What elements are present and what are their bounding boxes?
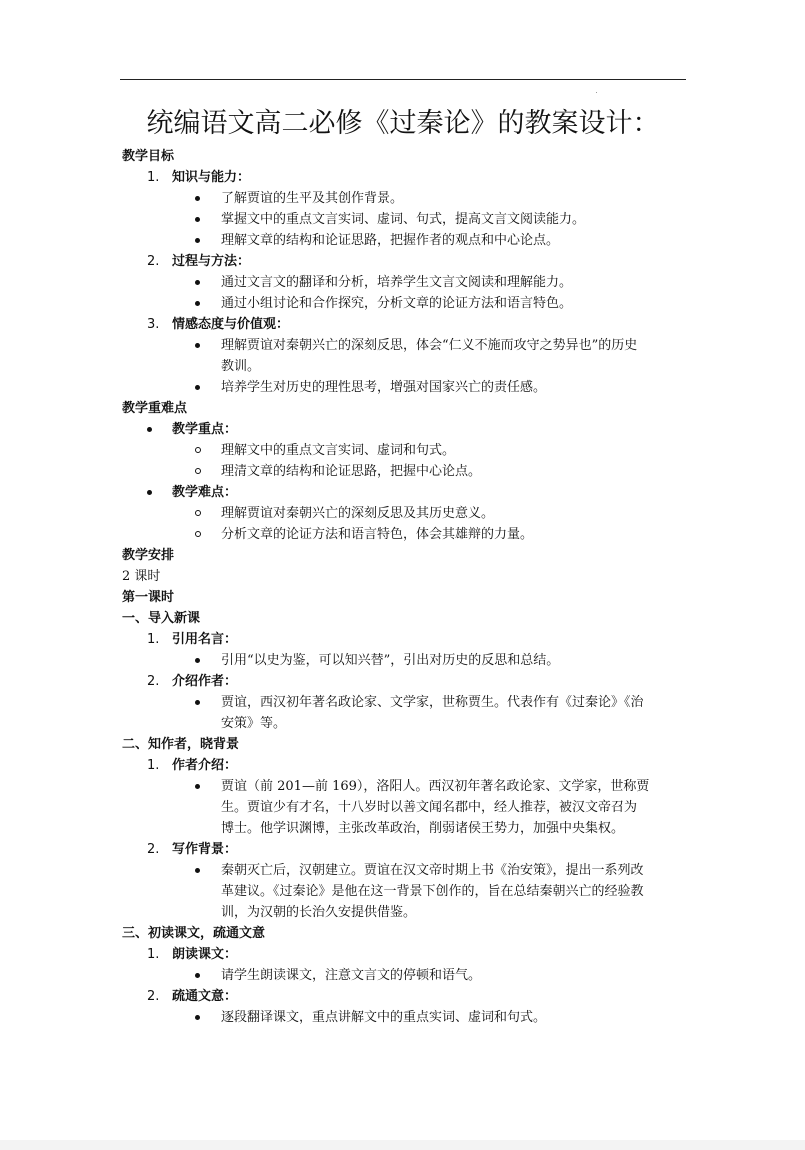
bullet-text: 教训。 xyxy=(221,359,261,374)
bullet-dot-icon xyxy=(195,1015,200,1020)
numbered-item xyxy=(0,839,805,860)
section-title: 一、导入新课 xyxy=(122,611,201,626)
item-number: 3. xyxy=(147,317,160,332)
bullet-text: 贾谊，西汉初年著名政论家、文学家，世称贾生。代表作有《过秦论》《治 xyxy=(221,695,644,710)
section-title: 三、初读课文，疏通文意 xyxy=(122,926,266,941)
numbered-item xyxy=(0,251,805,272)
bullet-continuation xyxy=(0,797,805,818)
bullet-item xyxy=(0,188,805,209)
keypoint-item xyxy=(0,461,805,482)
bullet-text: 贾谊（前 201—前 169），洛阳人。西汉初年著名政论家、文学家，世称贾 xyxy=(221,779,650,794)
numbered-item xyxy=(0,986,805,1007)
bullet-text: 理解贾谊对秦朝兴亡的深刻反思，体会“仁义不施而攻守之势异也”的历史 xyxy=(221,338,638,353)
page-bottom-edge xyxy=(0,1140,805,1150)
item-number: 2. xyxy=(147,989,160,1004)
bullet-dot-icon xyxy=(147,490,152,495)
bullet-dot-icon xyxy=(195,196,200,201)
section-title: 二、知作者，晓背景 xyxy=(122,737,240,752)
numbered-item xyxy=(0,629,805,650)
keypoint-label: 教学难点： xyxy=(172,485,238,500)
first-lesson-heading: 第一课时 xyxy=(122,590,175,605)
item-number: 2. xyxy=(147,254,160,269)
section-heading xyxy=(0,923,805,944)
bullet-item xyxy=(0,293,805,314)
section-heading xyxy=(0,545,805,566)
bullet-item xyxy=(0,776,805,797)
bullet-item xyxy=(0,860,805,881)
bullet-continuation xyxy=(0,902,805,923)
bullet-dot-icon xyxy=(195,385,200,390)
arrangement-heading: 教学安排 xyxy=(122,548,175,563)
keypoint-item xyxy=(0,440,805,461)
bullet-circle-icon xyxy=(195,468,201,474)
bullet-text: 掌握文中的重点文言实词、虚词、句式，提高文言文阅读能力。 xyxy=(221,212,586,227)
bullet-dot-icon xyxy=(195,658,200,663)
document-body xyxy=(0,146,805,1028)
item-label: 作者介绍： xyxy=(172,758,238,773)
keypoint-label: 教学重点： xyxy=(172,422,238,437)
bullet-text: 训，为汉朝的长治久安提供借鉴。 xyxy=(221,905,417,920)
bullet-dot-icon xyxy=(195,217,200,222)
section-heading xyxy=(0,398,805,419)
item-number: 1. xyxy=(147,632,160,647)
keypoint-text: 理解贾谊对秦朝兴亡的深刻反思及其历史意义。 xyxy=(221,506,495,521)
bullet-dot-icon xyxy=(195,343,200,348)
item-number: 1. xyxy=(147,947,160,962)
bullet-item xyxy=(0,650,805,671)
bullet-continuation xyxy=(0,818,805,839)
bullet-dot-icon xyxy=(195,784,200,789)
item-label: 朗读课文： xyxy=(172,947,238,962)
bullet-text: 革建议。《过秦论》是他在这一背景下创作的，旨在总结秦朝兴亡的经验教 xyxy=(221,884,644,899)
bullet-dot-icon xyxy=(195,238,200,243)
keypoints-heading: 教学重难点 xyxy=(122,401,188,416)
bullet-text: 了解贾谊的生平及其创作背景。 xyxy=(221,191,404,206)
bullet-dot-icon xyxy=(195,868,200,873)
item-label: 写作背景： xyxy=(172,842,238,857)
bullet-dot-icon xyxy=(195,280,200,285)
header-rule xyxy=(120,79,686,80)
keypoint-item xyxy=(0,524,805,545)
item-label: 知识与能力： xyxy=(172,170,251,185)
bullet-circle-icon xyxy=(195,531,201,537)
page-title: 统编语文高二必修《过秦论》的教案设计： xyxy=(146,108,660,139)
bullet-text: 博士。他学识渊博，主张改革政治，削弱诸侯王势力，加强中央集权。 xyxy=(221,821,625,836)
bullet-dot-icon xyxy=(195,700,200,705)
goals-heading: 教学目标 xyxy=(122,149,175,164)
item-label: 介绍作者： xyxy=(172,674,238,689)
bullet-dot-icon xyxy=(147,427,152,432)
bullet-text: 安策》等。 xyxy=(221,716,287,731)
keypoint-text: 理清文章的结构和论证思路，把握中心论点。 xyxy=(221,464,482,479)
bullet-text: 生。贾谊少有才名，十八岁时以善文闻名郡中，经人推荐，被汉文帝召为 xyxy=(221,800,638,815)
bullet-dot-icon xyxy=(195,301,200,306)
bullet-item xyxy=(0,1007,805,1028)
bullet-item xyxy=(0,335,805,356)
bullet-dot-icon xyxy=(195,973,200,978)
keypoint-group xyxy=(0,419,805,440)
item-label: 疏通文意： xyxy=(172,989,238,1004)
bullet-text: 逐段翻译课文，重点讲解文中的重点实词、虚词和句式。 xyxy=(221,1010,547,1025)
item-label: 引用名言： xyxy=(172,632,238,647)
numbered-item xyxy=(0,167,805,188)
numbered-item xyxy=(0,671,805,692)
section-heading xyxy=(0,146,805,167)
section-heading xyxy=(0,734,805,755)
item-number: 2. xyxy=(147,842,160,857)
bullet-continuation xyxy=(0,356,805,377)
numbered-item xyxy=(0,314,805,335)
bullet-item xyxy=(0,272,805,293)
bullet-text: 请学生朗读课文，注意文言文的停顿和语气。 xyxy=(221,968,482,983)
section-heading xyxy=(0,587,805,608)
item-number: 1. xyxy=(147,758,160,773)
bullet-circle-icon xyxy=(195,447,201,453)
bullet-item xyxy=(0,230,805,251)
class-hours: 2 课时 xyxy=(122,569,161,584)
bullet-item xyxy=(0,692,805,713)
section-heading xyxy=(0,608,805,629)
numbered-item xyxy=(0,944,805,965)
keypoint-item xyxy=(0,503,805,524)
bullet-text: 通过小组讨论和合作探究，分析文章的论证方法和语言特色。 xyxy=(221,296,573,311)
bullet-item xyxy=(0,965,805,986)
keypoint-group xyxy=(0,482,805,503)
bullet-text: 理解文章的结构和论证思路，把握作者的观点和中心论点。 xyxy=(221,233,560,248)
bullet-text: 秦朝灭亡后，汉朝建立。贾谊在汉文帝时期上书《治安策》，提出一系列改 xyxy=(221,863,644,878)
keypoint-text: 分析文章的论证方法和语言特色，体会其雄辩的力量。 xyxy=(221,527,534,542)
item-number: 2. xyxy=(147,674,160,689)
plain-line xyxy=(0,566,805,587)
keypoint-text: 理解文中的重点文言实词、虚词和句式。 xyxy=(221,443,456,458)
bullet-item xyxy=(0,209,805,230)
bullet-continuation xyxy=(0,713,805,734)
numbered-item xyxy=(0,755,805,776)
bullet-text: 培养学生对历史的理性思考，增强对国家兴亡的责任感。 xyxy=(221,380,547,395)
item-label: 过程与方法： xyxy=(172,254,251,269)
item-label: 情感态度与价值观： xyxy=(172,317,290,332)
bullet-text: 通过文言文的翻译和分析，培养学生文言文阅读和理解能力。 xyxy=(221,275,573,290)
item-number: 1. xyxy=(147,170,160,185)
bullet-text: 引用“以史为鉴，可以知兴替”，引出对历史的反思和总结。 xyxy=(221,653,560,668)
scan-speck xyxy=(596,92,597,93)
bullet-circle-icon xyxy=(195,510,201,516)
bullet-continuation xyxy=(0,881,805,902)
bullet-item xyxy=(0,377,805,398)
